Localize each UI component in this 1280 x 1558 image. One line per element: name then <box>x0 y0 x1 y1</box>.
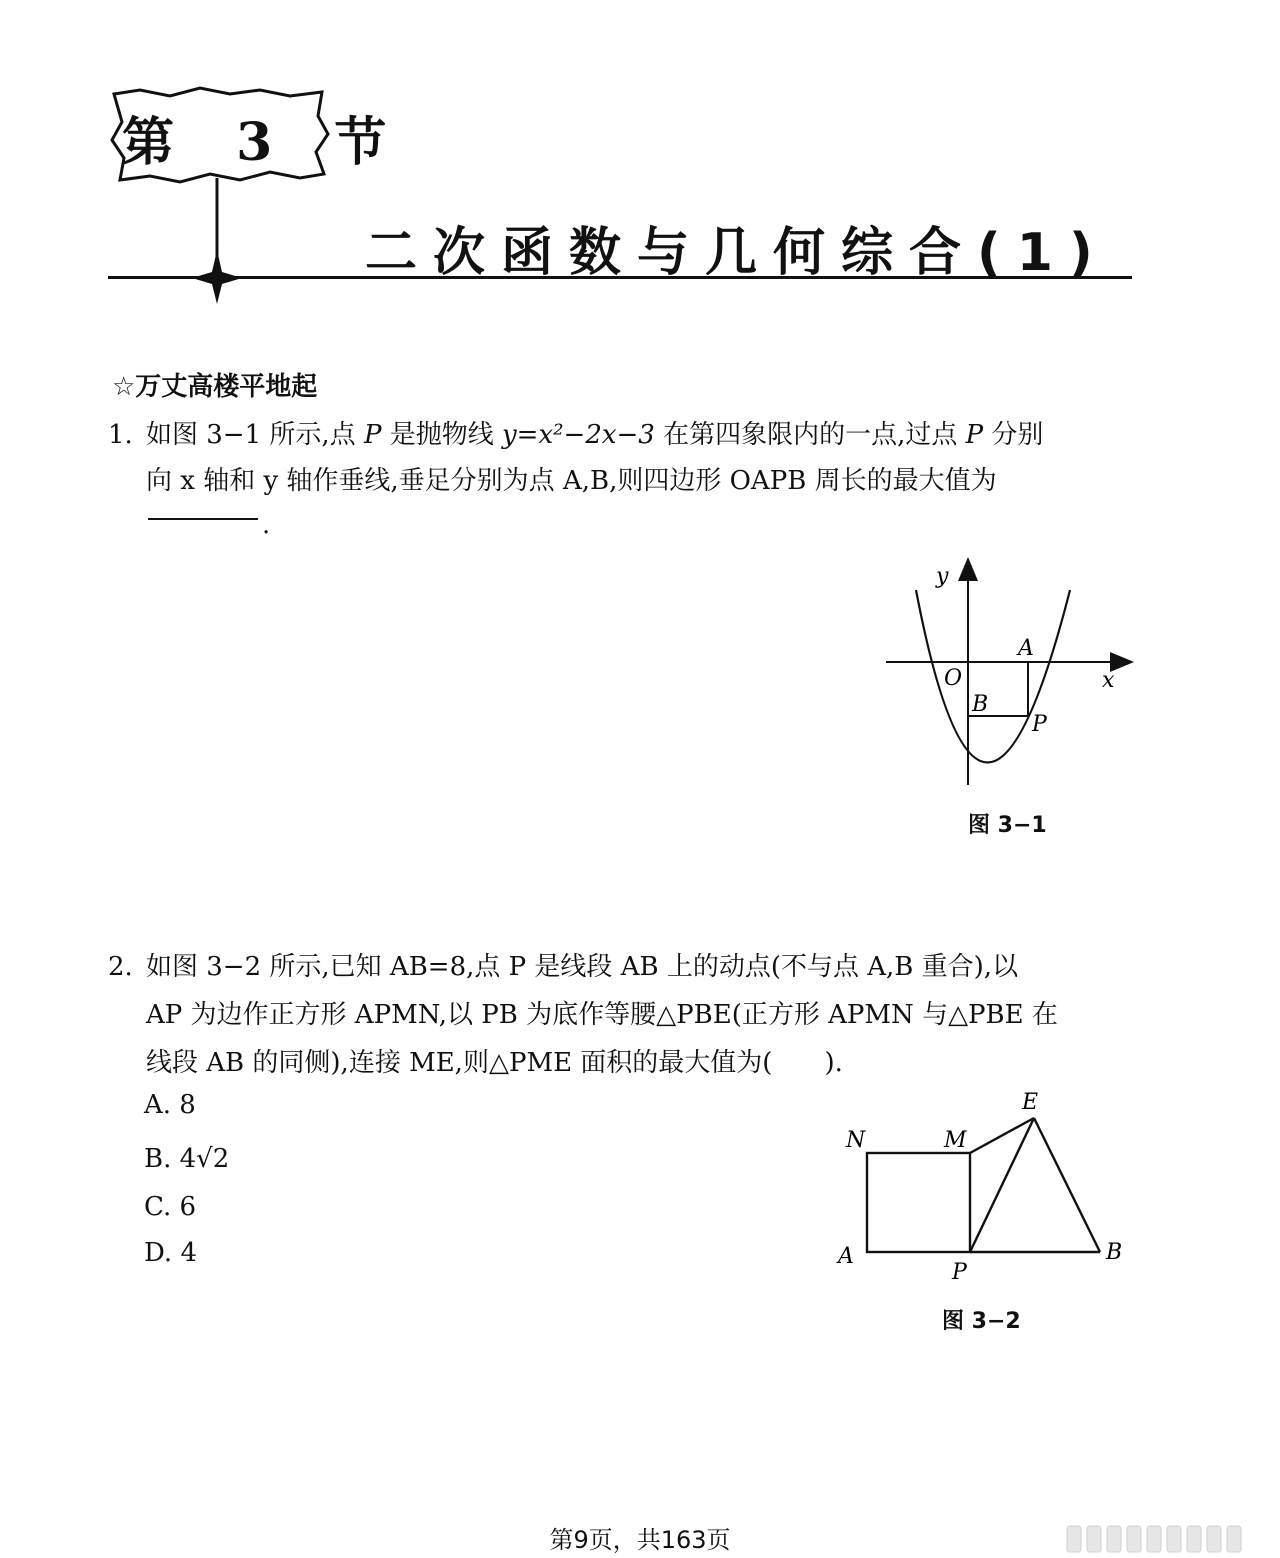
figure-3-1-caption: 图 3−1 <box>968 813 1047 838</box>
figure-3-1 <box>880 555 1140 795</box>
label-B: B <box>972 692 989 717</box>
q1-period: . <box>262 510 271 540</box>
watermark-bars <box>1065 1518 1255 1558</box>
parabola <box>916 590 1070 763</box>
q2-option-a: A. 8 <box>144 1090 196 1120</box>
label-x: x <box>1102 668 1115 693</box>
q1-line2: 向 x 轴和 y 轴作垂线,垂足分别为点 A,B,则四边形 OAPB 周长的最大值为 <box>146 466 997 496</box>
label-E: E <box>1022 1090 1039 1115</box>
label-A: A <box>1018 636 1034 661</box>
label-P: P <box>1032 712 1047 737</box>
q2-number: 2. <box>108 952 133 982</box>
q1-line1: 如图 3−1 所示,点 P 是抛物线 y=x²−2x−3 在第四象限内的一点,过点 P 分别 <box>146 420 1044 450</box>
q2-option-d: D. 4 <box>144 1238 197 1268</box>
q2-line3: 线段 AB 的同侧),连接 ME,则△PME 面积的最大值为( ). <box>146 1048 843 1078</box>
chapter-title: 二次函数与几何综合(1) <box>365 223 1109 283</box>
segment-EB <box>1034 1118 1100 1252</box>
label-P: P <box>952 1260 967 1285</box>
q1-answer-blank <box>148 518 258 520</box>
q1-number: 1. <box>108 420 133 450</box>
segment-PE <box>970 1118 1034 1252</box>
section-badge: 第 3 节 <box>122 112 409 173</box>
q2-line2: AP 为边作正方形 APMN,以 PB 为底作等腰△PBE(正方形 APMN 与△PBE 在 <box>146 1000 1058 1030</box>
label-A: A <box>838 1244 854 1269</box>
title-rule <box>108 276 1132 279</box>
label-y: y <box>936 564 949 589</box>
label-B: B <box>1106 1240 1123 1265</box>
label-M: M <box>944 1128 967 1153</box>
square-APMN <box>867 1153 970 1252</box>
figure-3-2 <box>830 1085 1140 1290</box>
page-counter: 第9页，共163页 <box>549 1526 731 1554</box>
q2-option-b: B. 4√2 <box>144 1144 230 1174</box>
q2-option-c: C. 6 <box>144 1192 197 1222</box>
figure-3-2-caption: 图 3−2 <box>942 1309 1021 1334</box>
label-O: O <box>944 666 963 691</box>
label-N: N <box>846 1128 866 1153</box>
q2-line1: 如图 3−2 所示,已知 AB=8,点 P 是线段 AB 上的动点(不与点 A,B 重合),以 <box>146 952 1019 982</box>
section-subheading: ☆万丈高楼平地起 <box>112 372 318 402</box>
